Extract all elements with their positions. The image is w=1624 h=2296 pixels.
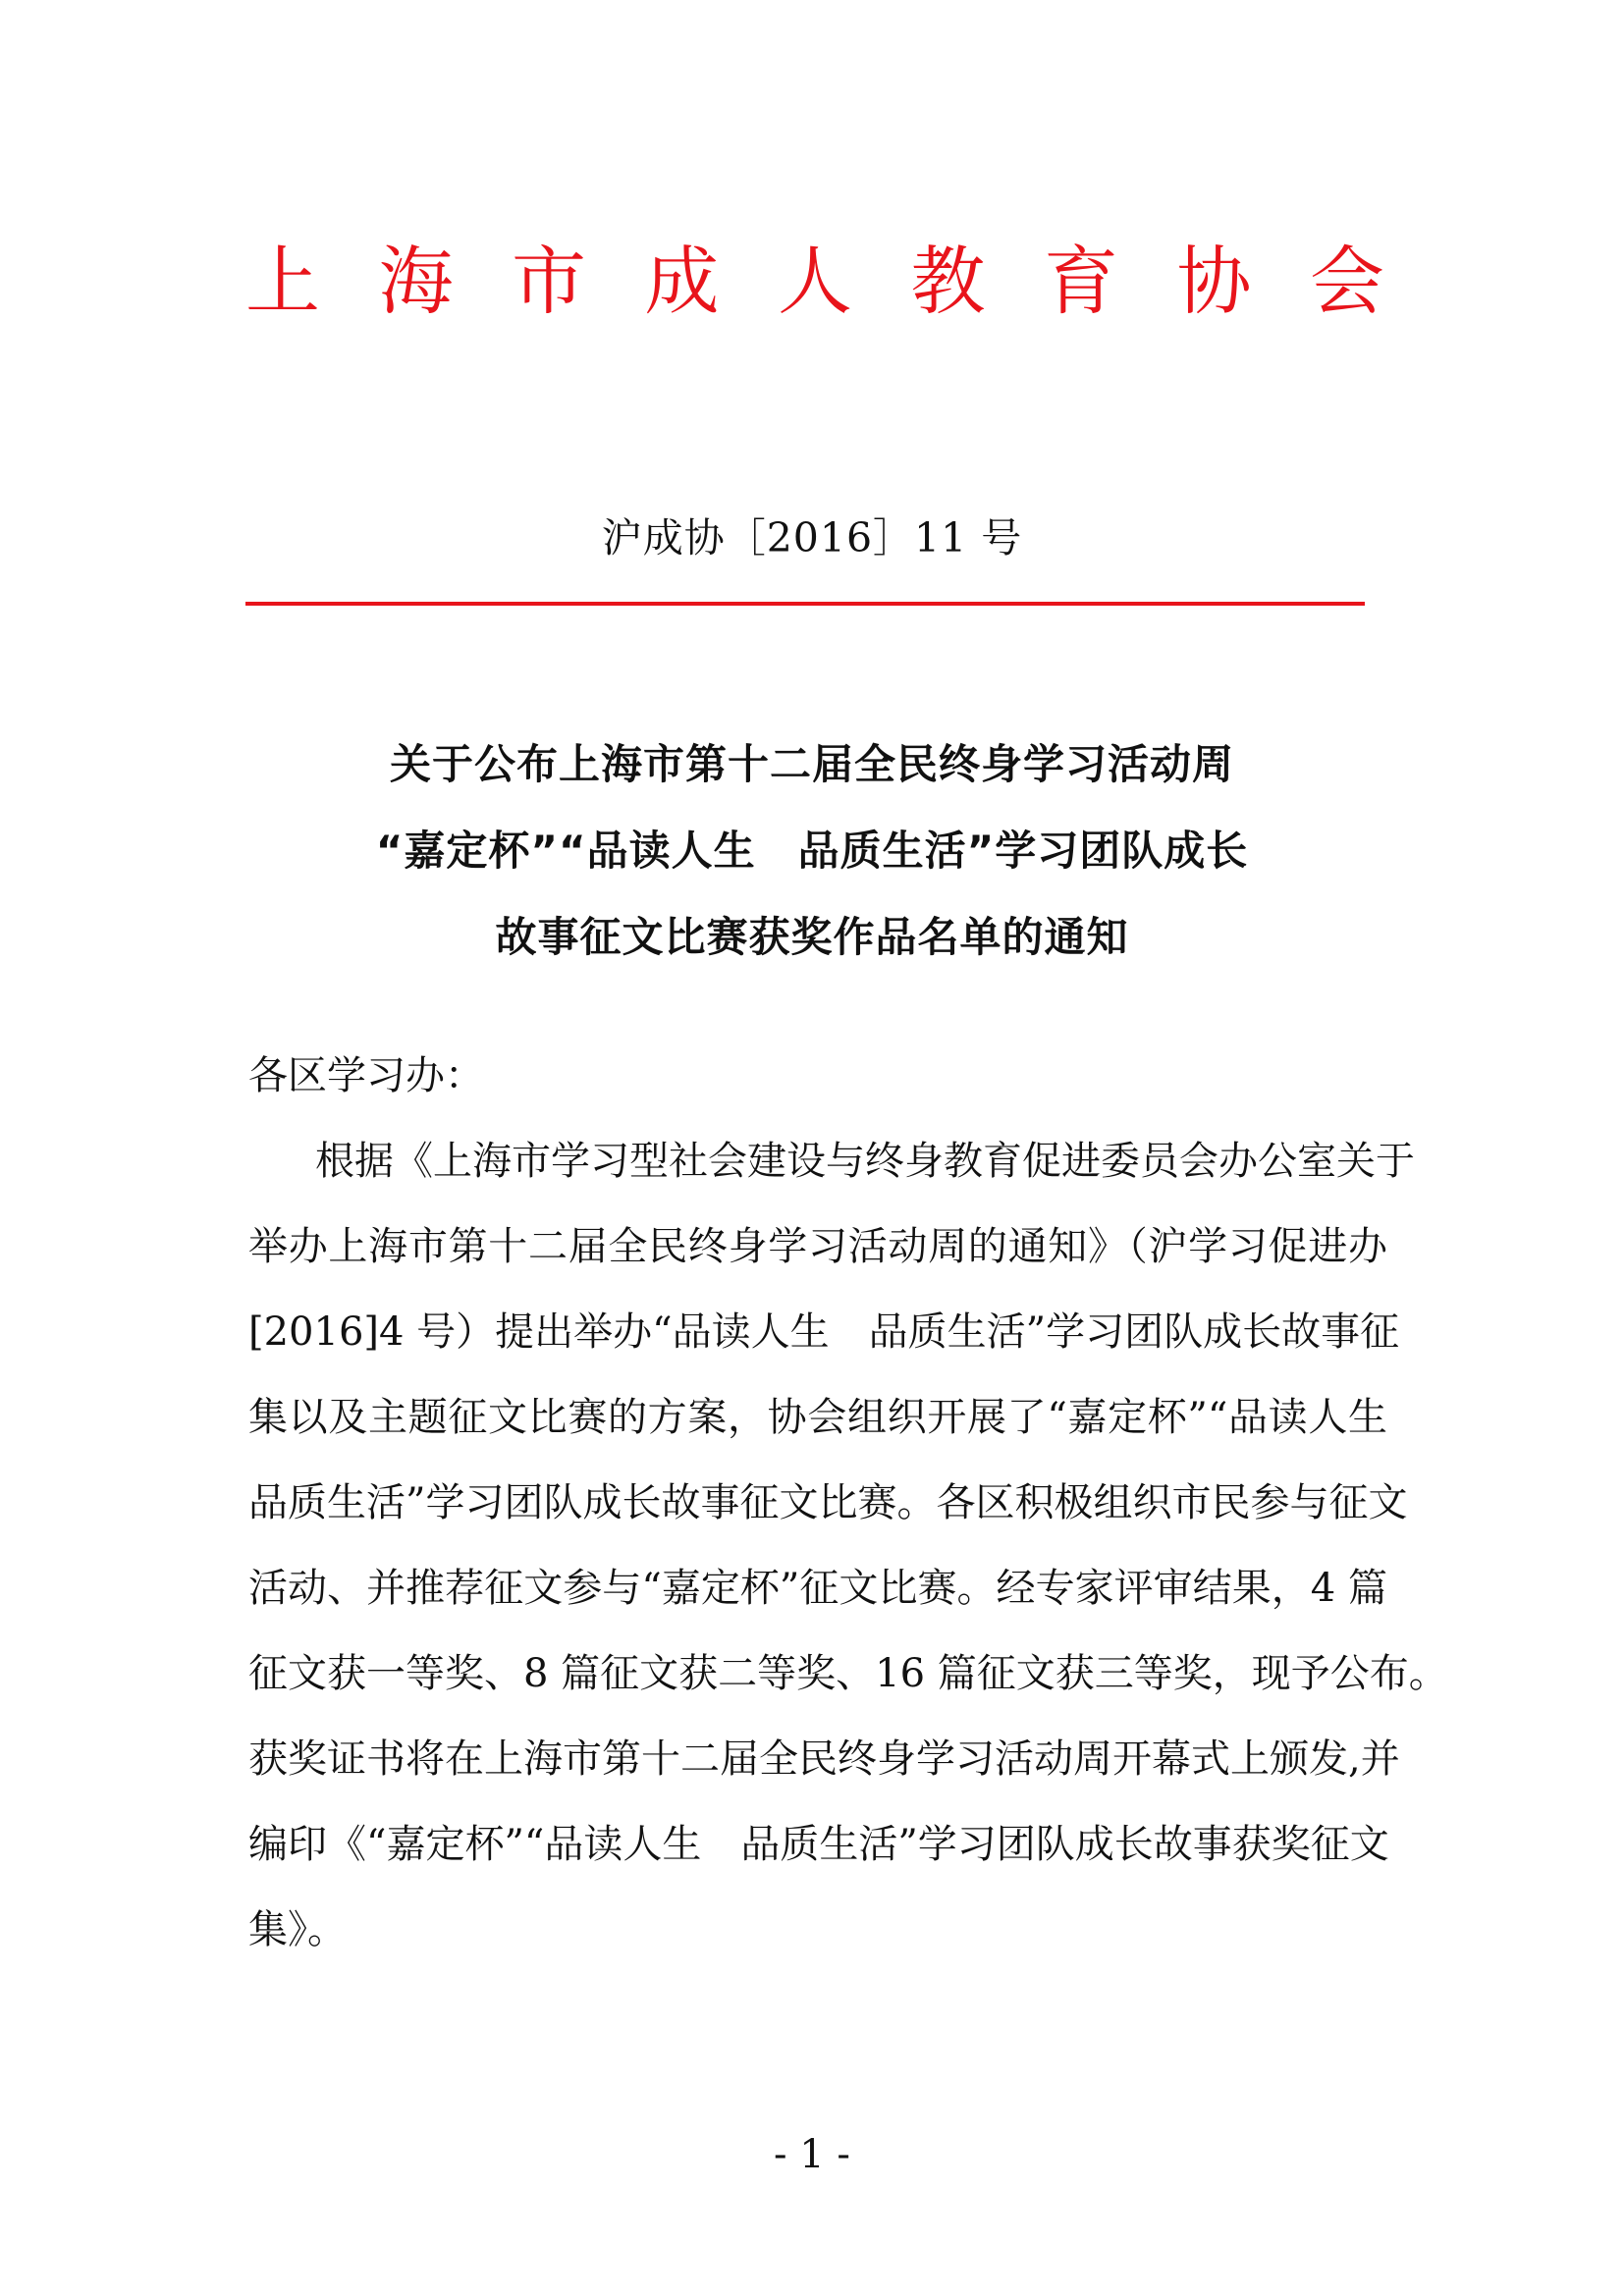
- body-line: 获奖证书将在上海市第十二届全民终身学习活动周开幕式上颁发,并: [248, 1736, 1400, 1782]
- org-title-char: 人: [778, 238, 852, 325]
- org-title-char: 海: [378, 238, 454, 325]
- body-line: 品质生活”学习团队成长故事征文比赛。各区积极组织市民参与征文: [248, 1480, 1408, 1525]
- body-line: [2016]4 号）提出举办“品读人生 品质生活”学习团队成长故事征: [248, 1309, 1400, 1355]
- notice-title-line: 故事征文比赛获奖作品名单的通知: [495, 913, 1129, 961]
- notice-title-line: 关于公布上海市第十二届全民终身学习活动周: [389, 740, 1234, 788]
- body-line: 集》。: [248, 1907, 347, 1952]
- notice-title-line: “嘉定杯”“品读人生 品质生活”学习团队成长: [375, 827, 1249, 875]
- body-line: 根据《上海市学习型社会建设与终身教育促进委员会办公室关于: [315, 1139, 1415, 1184]
- body-line: 编印《“嘉定杯”“品读人生 品质生活”学习团队成长故事获奖征文: [248, 1822, 1389, 1867]
- org-title-char: 市: [512, 238, 586, 325]
- notice-body: [248, 1034, 1448, 1973]
- body-line: 举办上海市第十二届全民终身学习活动周的通知》（沪学习促进办: [248, 1224, 1387, 1269]
- org-title-char: 会: [1310, 238, 1384, 325]
- organization-title: [245, 228, 1384, 336]
- body-line: 集以及主题征文比赛的方案，协会组织开展了“嘉定杯”“品读人生: [248, 1395, 1387, 1440]
- document-number: 沪成协［2016］11 号: [601, 514, 1023, 561]
- body-line: 活动、并推荐征文参与“嘉定杯”征文比赛。经专家评审结果，4 篇: [248, 1566, 1387, 1611]
- page-number: - 1 -: [774, 2132, 850, 2177]
- org-title-char: 教: [910, 238, 986, 325]
- notice-title: [0, 721, 1624, 981]
- body-line: 征文获一等奖、8 篇征文获二等奖、16 篇征文获三等奖，现予公布。: [248, 1651, 1448, 1696]
- org-title-char: 成: [644, 238, 720, 325]
- org-title-char: 上: [245, 238, 320, 325]
- red-divider: [245, 602, 1365, 606]
- org-title-char: 育: [1044, 238, 1118, 325]
- org-title-char: 协: [1176, 238, 1252, 325]
- salutation: 各区学习办：: [248, 1053, 484, 1098]
